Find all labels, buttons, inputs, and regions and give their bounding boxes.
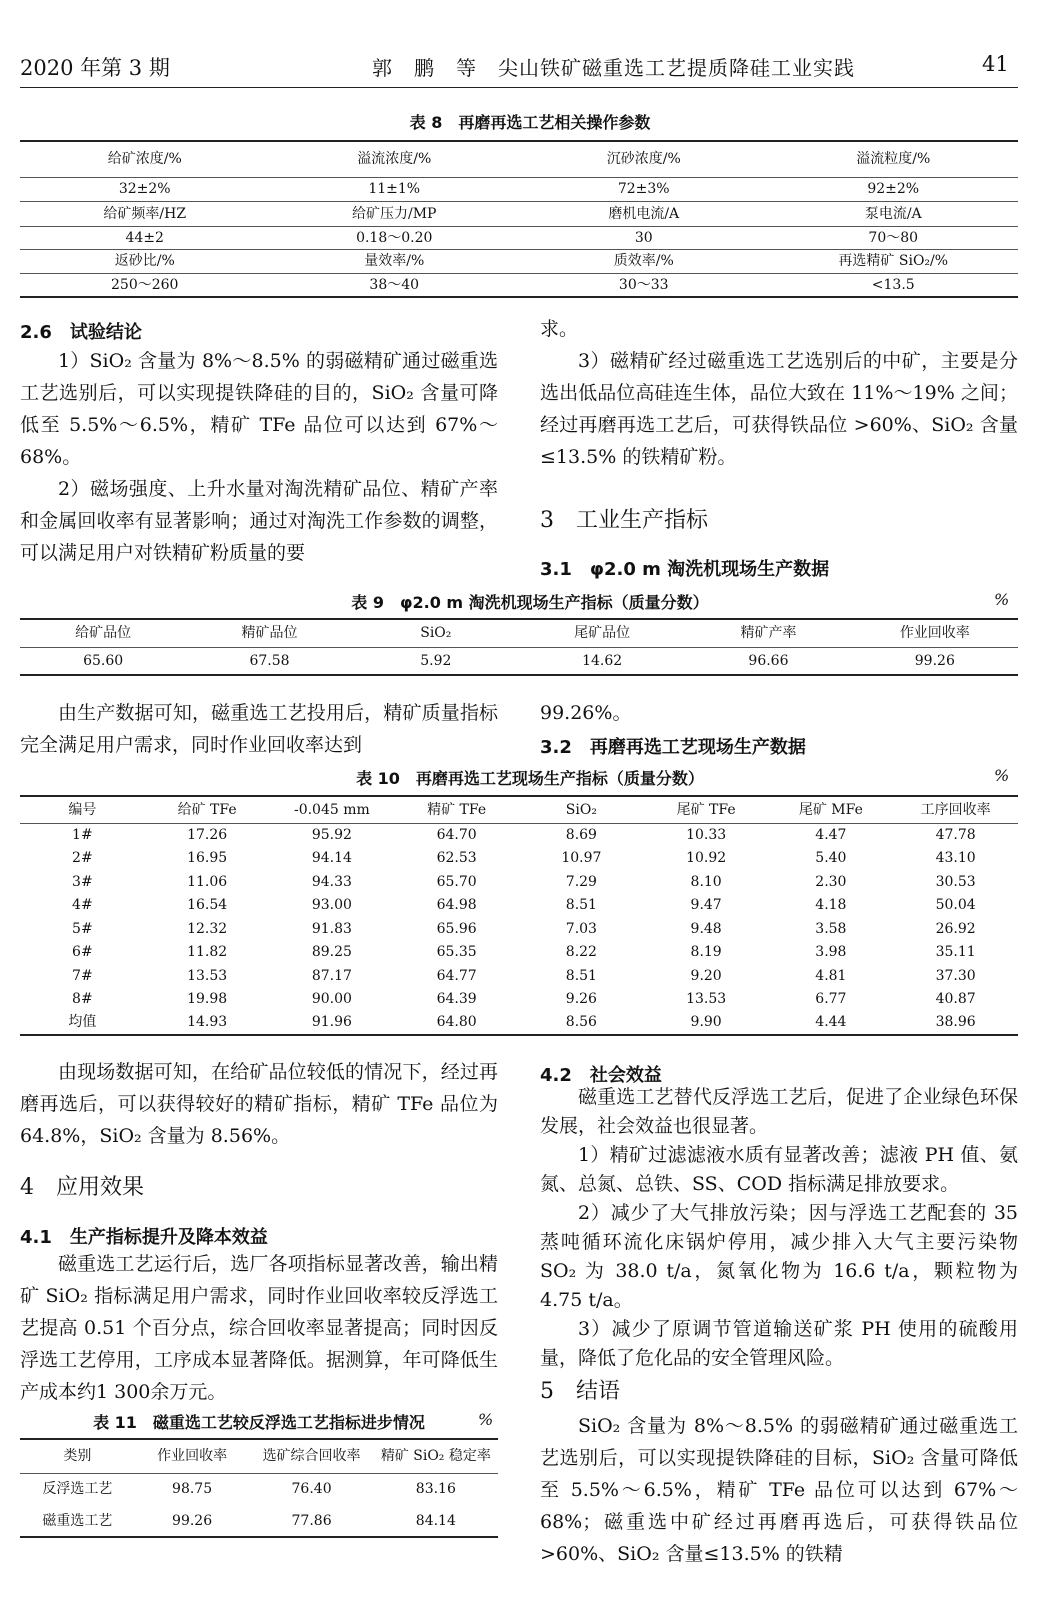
table10-cell: 9.47 [690, 897, 722, 914]
table8-cell: 32±2% [118, 181, 171, 197]
table10-header: 给矿 TFe [177, 801, 237, 818]
table10-cell: 64.39 [436, 991, 477, 1008]
table10-cell: 8.51 [565, 967, 597, 984]
paragraph: 3）磁精矿经过磁重选工艺选别后的中矿，主要是分选出低品位高硅连生体，品位大致在 11%～19% 之间；经过再磨再选工艺后，可获得铁品位 >60%、SiO₂ 含量≤13.5% 的铁精矿粉。 [540, 350, 1018, 468]
table10-row [20, 823, 1018, 847]
paragraph: 99.26%。 [540, 702, 632, 724]
table10-cell: 9.90 [690, 1014, 722, 1031]
table9-unit: % [994, 590, 1010, 609]
table9-caption: 表 9 φ2.0 m 淘洗机现场生产指标（质量分数） [351, 593, 709, 612]
paragraph: 由生产数据可知，磁重选工艺投用后，精矿质量指标完全满足用户需求，同时作业回收率达到 [20, 702, 498, 756]
table11-cell: 77.86 [291, 1512, 332, 1529]
paragraph: 磁重选工艺替代反浮选工艺后，促进了企业绿色环保发展，社会效益也很显著。 [540, 1086, 1018, 1137]
table8-cell: 给矿频率/HZ [103, 205, 187, 222]
table10-cell: 9.48 [690, 920, 722, 937]
table10-cell: 26.92 [935, 920, 976, 937]
table8-cell: 沉砂浓度/% [606, 151, 681, 168]
table10-cell: 6# [72, 944, 93, 961]
table10-cell: 91.96 [311, 1014, 352, 1031]
table8-cell: 质效率/% [613, 253, 674, 269]
table10-header: 编号 [68, 801, 97, 818]
table10-cell: 95.92 [311, 827, 352, 843]
table10-cell: 90.00 [311, 991, 352, 1008]
table10-cell: 37.30 [935, 967, 976, 984]
table10-cell: 62.53 [436, 850, 477, 867]
table10-cell: 19.98 [187, 991, 228, 1008]
table10-cell: 64.98 [436, 897, 477, 914]
table10-cell: 5# [72, 920, 93, 937]
table10-cell: 13.53 [686, 991, 727, 1008]
table11-cell: 83.16 [415, 1481, 456, 1498]
table10-cell: 9.20 [690, 967, 722, 984]
table8-cell: 给矿压力/MP [352, 205, 437, 222]
table8-cell: 44±2 [125, 229, 164, 246]
table8-cell: 70～80 [868, 229, 919, 246]
right-text-block-3 [540, 1083, 1018, 1373]
paragraph: 2）磁场强度、上升水量对淘洗精矿品位、精矿产率和金属回收率有显著影响；通过对淘洗工作参数的调整，可以满足用户对铁精矿粉质量的要 [20, 478, 498, 564]
table8-cell: 溢流浓度/% [357, 151, 432, 168]
table10-row [20, 988, 1018, 1012]
table8-cell: 72±3% [617, 181, 670, 197]
table10-cell: 43.10 [935, 850, 976, 867]
table10-row [20, 941, 1018, 965]
table10-cell: 7.29 [565, 873, 597, 890]
table10-row [20, 917, 1018, 941]
table8-caption: 表 8 再磨再选工艺相关操作参数 [409, 113, 651, 132]
table10-cell: 2.30 [815, 873, 847, 890]
table8-cell: 泵电流/A [864, 205, 922, 222]
section-heading-3-1: 3.1 φ2.0 m 淘洗机现场生产数据 [540, 559, 830, 580]
journal-issue: 2020 年第 3 期 [20, 56, 170, 80]
table10-row [20, 870, 1018, 894]
table8-cell: 0.18～0.20 [356, 229, 433, 246]
table11-cell: 84.14 [415, 1512, 456, 1529]
table11-cell: 76.40 [291, 1481, 332, 1498]
table10-header: 尾矿 TFe [676, 801, 736, 818]
section-heading-4-1: 4.1 生产指标提升及降本效益 [20, 1227, 268, 1248]
table10-cell: 13.53 [187, 967, 228, 984]
table10-row [20, 847, 1018, 871]
table10-cell: 4.44 [815, 1014, 847, 1031]
table10-header: SiO₂ [565, 801, 597, 818]
table10-cell: 16.95 [187, 850, 228, 867]
table11-cell: 反浮选工艺 [42, 1481, 113, 1498]
left-text-block-1 [20, 345, 498, 569]
table10-unit: % [994, 766, 1010, 785]
table10-cell: 8.22 [565, 944, 597, 961]
table10-caption: 表 10 再磨再选工艺现场生产指标（质量分数） [356, 769, 704, 788]
table10-cell: 5.40 [815, 850, 847, 867]
table10-cell: 65.96 [436, 920, 477, 937]
paragraph: 1）精矿过滤滤液水质有显著改善；滤液 PH 值、氨氮、总氮、总铁、SS、COD 指标满足排放要求。 [540, 1144, 1018, 1195]
table10-cell: 11.82 [187, 944, 228, 961]
section-heading-4-2: 4.2 社会效益 [540, 1065, 662, 1086]
paragraph: 2）减少了大气排放污染；因与浮选工艺配套的 35 蒸吨循环流化床锅炉停用，减少排入大气主要污染物 SO₂ 为 38.0 t/a，氮氧化物为 16.6 t/a，颗粒物为 4.75 t/a。 [540, 1202, 1018, 1311]
table10-cell: 8# [72, 991, 93, 1008]
table10-cell: 17.26 [187, 827, 228, 843]
table8-cell: 再选精矿 SiO₂/% [838, 253, 949, 269]
table9 [20, 618, 1018, 676]
table10-cell: 87.17 [311, 967, 352, 984]
table8-cell: 30～33 [618, 276, 669, 293]
paragraph: 由现场数据可知，在给矿品位较低的情况下，经过再磨再选后，可以获得较好的精矿指标，精矿 TFe 品位为 64.8%，SiO₂ 含量为 8.56%。 [20, 1061, 498, 1147]
table10-cell: 47.78 [935, 827, 976, 843]
table10-cell: 64.80 [436, 1014, 477, 1031]
table11-cell: 磁重选工艺 [42, 1512, 113, 1529]
table8-cell: 量效率/% [364, 253, 425, 269]
table9-cell: 65.60 [83, 652, 124, 669]
table9-header: 给矿品位 [75, 625, 132, 642]
table10-cell: 91.83 [311, 920, 352, 937]
table10-cell: 4# [72, 897, 93, 914]
table10-cell: 12.32 [187, 920, 228, 937]
section-heading-5: 5 结语 [540, 1379, 620, 1404]
table10-cell: 6.77 [815, 991, 847, 1008]
table10 [20, 795, 1018, 1036]
table10-cell: 1# [72, 827, 93, 843]
table10-cell: 8.56 [565, 1014, 597, 1031]
table9-header: SiO₂ [420, 625, 452, 642]
table10-cell: 8.19 [690, 944, 722, 961]
table10-cell: 9.26 [565, 991, 597, 1008]
paragraph: 1）SiO₂ 含量为 8%～8.5% 的弱磁精矿通过磁重选工艺选别后，可以实现提铁降硅的目的，SiO₂ 含量可降低至 5.5%～6.5%，精矿 TFe 品位可以达到 67%～68%。 [20, 350, 498, 468]
table10-cell: 38.96 [935, 1014, 976, 1031]
table9-cell: 67.58 [249, 652, 290, 669]
table10-cell: 65.70 [436, 873, 477, 890]
table9-header: 精矿产率 [740, 625, 797, 642]
table11-header: 选矿综合回收率 [262, 1448, 361, 1465]
table10-cell: 8.10 [690, 873, 722, 890]
table11-unit: % [478, 1410, 494, 1429]
table8-cell: 92±2% [867, 181, 920, 197]
table10-cell: 89.25 [311, 944, 352, 961]
table8-cell: 给矿浓度/% [107, 151, 182, 168]
table8-cell: 38～40 [369, 276, 420, 293]
table10-cell: 3.58 [815, 920, 847, 937]
page-number: 41 [982, 52, 1009, 76]
table11-header: 作业回收率 [157, 1448, 228, 1465]
table10-cell: 4.47 [815, 827, 847, 843]
table10-cell: 10.97 [561, 850, 602, 867]
table10-cell: 50.04 [935, 897, 976, 914]
section-heading-3: 3 工业生产指标 [540, 508, 708, 533]
table9-header: 精矿品位 [241, 625, 298, 642]
table11-cell: 98.75 [172, 1481, 213, 1498]
section-heading-3-2: 3.2 再磨再选工艺现场生产数据 [540, 737, 806, 758]
table8 [20, 140, 1018, 298]
table10-cell: 3.98 [815, 944, 847, 961]
table11-cell: 99.26 [172, 1512, 213, 1529]
left-text-block-2 [20, 697, 498, 761]
table9-header: 尾矿品位 [574, 625, 631, 642]
table10-cell: 8.69 [565, 827, 597, 843]
table11-caption: 表 11 磁重选工艺较反浮选工艺指标进步情况 [93, 1413, 425, 1432]
table10-cell: 16.54 [187, 897, 228, 914]
table10-header: -0.045 mm [293, 801, 370, 818]
table10-row [20, 894, 1018, 918]
left-text-block-4 [20, 1248, 498, 1408]
table10-cell: 11.06 [187, 873, 228, 890]
table8-cell: 250～260 [111, 276, 179, 293]
table10-cell: 3# [72, 873, 93, 890]
table8-cell: 11±1% [368, 181, 421, 197]
paragraph: SiO₂ 含量为 8%～8.5% 的弱磁精矿通过磁重选工艺选别后，可以实现提铁降硅的目标，SiO₂ 含量可降低至 5.5%～6.5%，精矿 TFe 品位可以达到 67%～68%；磁重选中矿经过再磨再选后，可获得铁品位 >60%、SiO₂ 含量≤13.5% 的铁精 [540, 1415, 1018, 1565]
table9-cell: 5.92 [420, 652, 452, 669]
table10-cell: 64.77 [436, 967, 477, 984]
table11 [20, 1438, 498, 1538]
table9-cell: 14.62 [582, 652, 623, 669]
table10-cell: 65.35 [436, 944, 477, 961]
table10-cell: 7# [72, 967, 93, 984]
table10-cell: 4.18 [815, 897, 847, 914]
left-text-block-3 [20, 1056, 498, 1152]
table10-row [20, 1011, 1018, 1035]
table10-cell: 10.33 [686, 827, 727, 843]
table11-header: 类别 [63, 1448, 92, 1465]
table8-cell: 磨机电流/A [608, 205, 680, 222]
table10-cell: 40.87 [935, 991, 976, 1008]
running-title: 郭 鹏 等 尖山铁矿磁重选工艺提质降硅工业实践 [372, 56, 855, 80]
header-rule [20, 87, 1018, 88]
table10-cell: 8.51 [565, 897, 597, 914]
table10-cell: 30.53 [935, 873, 976, 890]
table8-cell: 返砂比/% [114, 253, 175, 269]
table10-cell: 93.00 [311, 897, 352, 914]
section-heading-4: 4 应用效果 [20, 1175, 144, 1200]
table10-cell: 64.70 [436, 827, 477, 843]
table10-cell: 4.81 [815, 967, 847, 984]
table9-cell: 99.26 [914, 652, 955, 669]
table10-cell: 2# [72, 850, 93, 867]
table10-cell: 10.92 [686, 850, 727, 867]
table8-cell: <13.5 [871, 276, 915, 293]
table10-header: 工序回收率 [920, 801, 991, 818]
paragraph: 求。 [540, 318, 579, 340]
table11-header: 精矿 SiO₂ 稳定率 [380, 1448, 491, 1465]
table10-header: 尾矿 MFe [798, 801, 863, 818]
table10-cell: 7.03 [565, 920, 597, 937]
paragraph: 磁重选工艺运行后，选厂各项指标显著改善，输出精矿 SiO₂ 指标满足用户需求，同时作业回收率较反浮选工艺提高 0.51 个百分点，综合回收率显著提高；同时因反浮选工艺停用，工序成本显著降低。据测算，年可降低生产成本约1 300余万元。 [20, 1253, 498, 1403]
table10-cell: 94.14 [311, 850, 352, 867]
table10-cell: 14.93 [187, 1014, 228, 1031]
table8-cell: 30 [634, 229, 653, 246]
table10-cell: 94.33 [311, 873, 352, 890]
section-heading-2-6: 2.6 试验结论 [20, 322, 142, 343]
table9-header: 作业回收率 [899, 625, 970, 642]
paragraph: 3）减少了原调节管道输送矿浆 PH 使用的硫酸用量，降低了危化品的安全管理风险。 [540, 1318, 1018, 1369]
right-text-block-2 [540, 697, 1018, 729]
table8-cell: 溢流粒度/% [856, 151, 931, 168]
table10-row [20, 964, 1018, 988]
table9-cell: 96.66 [748, 652, 789, 669]
right-text-block-1 [540, 313, 1018, 473]
table10-cell: 均值 [68, 1014, 97, 1031]
table10-cell: 35.11 [935, 944, 976, 961]
table10-header: 精矿 TFe [427, 801, 487, 818]
right-text-block-4 [540, 1410, 1018, 1570]
